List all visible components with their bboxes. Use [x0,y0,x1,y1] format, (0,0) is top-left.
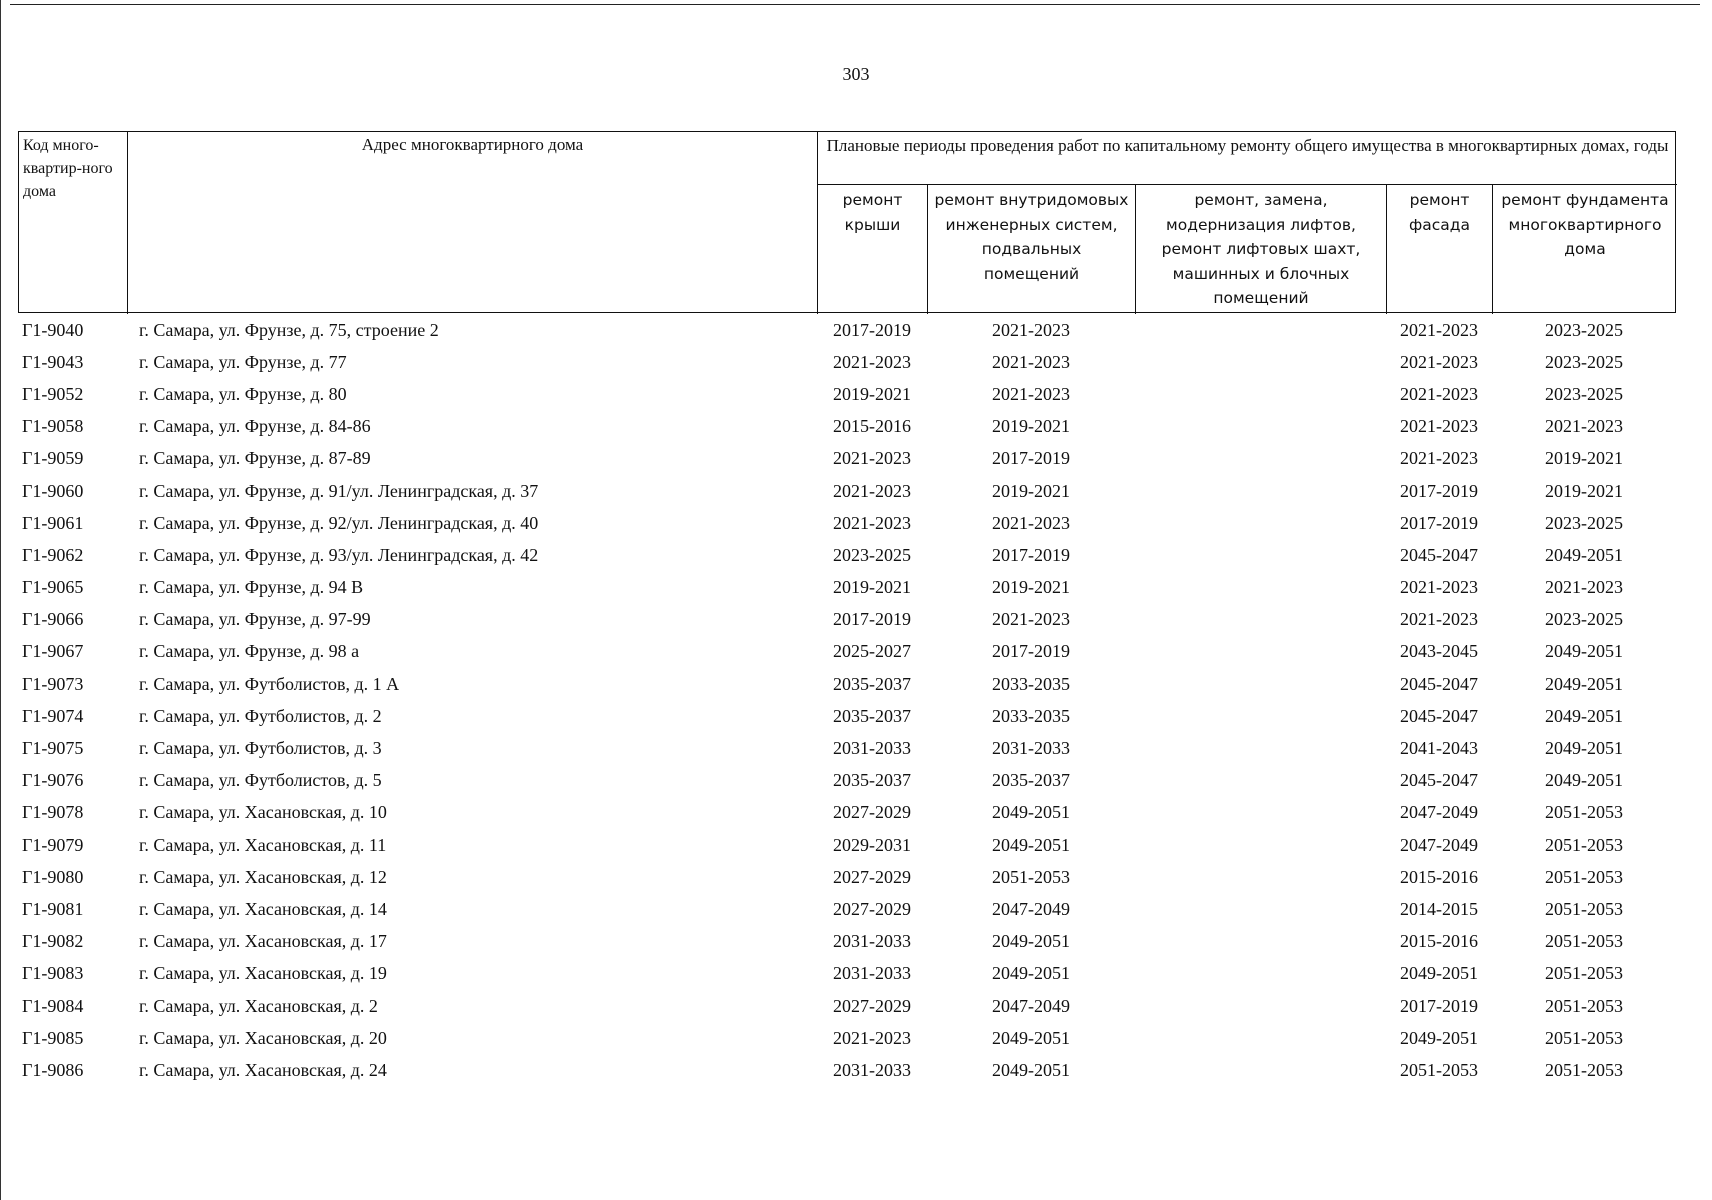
cell-engineering: 2017-2019 [992,448,1070,469]
cell-code: Г1-9086 [22,1059,84,1080]
cell-address: г. Самара, ул. Футболистов, д. 1 А [139,673,400,694]
cell-address: г. Самара, ул. Хасановская, д. 11 [139,834,387,855]
cell-foundation: 2049-2051 [1545,738,1623,759]
cell-facade: 2014-2015 [1400,898,1478,919]
cell-roof: 2035-2037 [833,705,911,726]
cell-foundation: 2049-2051 [1545,673,1623,694]
cell-roof: 2035-2037 [833,673,911,694]
table-row [18,765,1676,797]
cell-engineering: 2035-2037 [992,770,1070,791]
cell-engineering: 2049-2051 [992,963,1070,984]
cell-address: г. Самара, ул. Фрунзе, д. 93/ул. Ленинградская, д. 42 [139,544,539,565]
table-row [18,1054,1676,1086]
table-row [18,411,1676,443]
cell-address: г. Самара, ул. Хасановская, д. 12 [139,866,387,887]
cell-facade: 2043-2045 [1400,641,1478,662]
table-row [18,861,1676,893]
cell-foundation: 2051-2053 [1545,931,1623,952]
cell-roof: 2031-2033 [833,1059,911,1080]
cell-engineering: 2047-2049 [992,995,1070,1016]
cell-code: Г1-9081 [22,898,84,919]
cell-address: г. Самара, ул. Футболистов, д. 5 [139,770,382,791]
cell-roof: 2027-2029 [833,898,911,919]
cell-facade: 2051-2053 [1400,1059,1478,1080]
cell-engineering: 2017-2019 [992,544,1070,565]
cell-foundation: 2049-2051 [1545,705,1623,726]
cell-roof: 2019-2021 [833,577,911,598]
cell-roof: 2019-2021 [833,383,911,404]
table-row [18,572,1676,604]
cell-roof: 2029-2031 [833,834,911,855]
cell-code: Г1-9076 [22,770,84,791]
cell-facade: 2021-2023 [1400,416,1478,437]
table-row [18,378,1676,410]
cell-engineering: 2049-2051 [992,802,1070,823]
cell-foundation: 2051-2053 [1545,995,1623,1016]
table-row [18,539,1676,571]
cell-engineering: 2049-2051 [992,834,1070,855]
cell-facade: 2017-2019 [1400,512,1478,533]
cell-engineering: 2021-2023 [992,351,1070,372]
cell-foundation: 2023-2025 [1545,609,1623,630]
header-address: Адрес многоквартирного дома [128,132,818,314]
cell-foundation: 2051-2053 [1545,898,1623,919]
cell-foundation: 2051-2053 [1545,866,1623,887]
table-row [18,700,1676,732]
cell-facade: 2045-2047 [1400,770,1478,791]
cell-engineering: 2021-2023 [992,383,1070,404]
cell-facade: 2021-2023 [1400,351,1478,372]
cell-facade: 2021-2023 [1400,609,1478,630]
table-row [18,732,1676,764]
cell-code: Г1-9040 [22,319,84,340]
table-row [18,604,1676,636]
cell-engineering: 2021-2023 [992,319,1070,340]
header-roof: ремонт крыши [818,185,928,314]
cell-engineering: 2017-2019 [992,641,1070,662]
cell-engineering: 2049-2051 [992,1027,1070,1048]
cell-facade: 2021-2023 [1400,383,1478,404]
cell-roof: 2021-2023 [833,512,911,533]
cell-code: Г1-9079 [22,834,84,855]
cell-address: г. Самара, ул. Фрунзе, д. 80 [139,383,347,404]
table-row [18,636,1676,668]
cell-code: Г1-9084 [22,995,84,1016]
cell-code: Г1-9065 [22,577,84,598]
cell-foundation: 2051-2053 [1545,834,1623,855]
cell-engineering: 2051-2053 [992,866,1070,887]
cell-facade: 2045-2047 [1400,705,1478,726]
header-foundation: ремонт фундамента многоквартирного дома [1501,191,1669,258]
cell-roof: 2025-2027 [833,641,911,662]
cell-address: г. Самара, ул. Фрунзе, д. 97-99 [139,609,371,630]
cell-foundation: 2021-2023 [1545,416,1623,437]
cell-code: Г1-9060 [22,480,84,501]
cell-address: г. Самара, ул. Хасановская, д. 17 [139,931,387,952]
cell-roof: 2023-2025 [833,544,911,565]
table-row [18,893,1676,925]
cell-code: Г1-9074 [22,705,84,726]
cell-roof: 2031-2033 [833,963,911,984]
cell-foundation: 2019-2021 [1545,480,1623,501]
cell-code: Г1-9075 [22,738,84,759]
cell-address: г. Самара, ул. Фрунзе, д. 94 В [139,577,364,598]
cell-foundation: 2021-2023 [1545,577,1623,598]
cell-address: г. Самара, ул. Хасановская, д. 20 [139,1027,387,1048]
cell-address: г. Самара, ул. Футболистов, д. 3 [139,738,382,759]
cell-foundation: 2019-2021 [1545,448,1623,469]
cell-engineering: 2049-2051 [992,1059,1070,1080]
header-code: Код много-квартир-ного дома [19,132,128,314]
cell-roof: 2017-2019 [833,609,911,630]
cell-engineering: 2019-2021 [992,577,1070,598]
cell-foundation: 2023-2025 [1545,383,1623,404]
cell-roof: 2027-2029 [833,802,911,823]
cell-foundation: 2051-2053 [1545,963,1623,984]
cell-roof: 2027-2029 [833,866,911,887]
cell-roof: 2021-2023 [833,448,911,469]
cell-facade: 2045-2047 [1400,673,1478,694]
cell-roof: 2021-2023 [833,351,911,372]
cell-address: г. Самара, ул. Фрунзе, д. 92/ул. Ленинградская, д. 40 [139,512,539,533]
cell-foundation: 2049-2051 [1545,770,1623,791]
cell-facade: 2021-2023 [1400,448,1478,469]
table-row [18,314,1676,346]
cell-facade: 2049-2051 [1400,1027,1478,1048]
cell-facade: 2045-2047 [1400,544,1478,565]
cell-facade: 2047-2049 [1400,834,1478,855]
cell-roof: 2021-2023 [833,1027,911,1048]
table-row [18,346,1676,378]
header-lifts: ремонт, замена, модернизация лифтов, ремонт лифтовых шахт, машинных и блочных помещений [1136,185,1387,314]
cell-engineering: 2031-2033 [992,738,1070,759]
table-row [18,829,1676,861]
cell-foundation: 2051-2053 [1545,802,1623,823]
cell-code: Г1-9061 [22,512,84,533]
cell-code: Г1-9067 [22,641,84,662]
cell-engineering: 2019-2021 [992,416,1070,437]
cell-facade: 2021-2023 [1400,577,1478,598]
page-number: 303 [842,64,870,84]
cell-facade: 2015-2016 [1400,931,1478,952]
cell-code: Г1-9080 [22,866,84,887]
cell-address: г. Самара, ул. Фрунзе, д. 77 [139,351,347,372]
cell-foundation: 2023-2025 [1545,512,1623,533]
cell-roof: 2031-2033 [833,931,911,952]
cell-code: Г1-9073 [22,673,84,694]
cell-foundation: 2049-2051 [1545,641,1623,662]
table-row [18,958,1676,990]
cell-engineering: 2049-2051 [992,931,1070,952]
cell-engineering: 2033-2035 [992,673,1070,694]
cell-code: Г1-9085 [22,1027,84,1048]
cell-address: г. Самара, ул. Хасановская, д. 19 [139,963,387,984]
cell-address: г. Самара, ул. Футболистов, д. 2 [139,705,382,726]
cell-engineering: 2019-2021 [992,480,1070,501]
cell-facade: 2015-2016 [1400,866,1478,887]
cell-address: г. Самара, ул. Хасановская, д. 10 [139,802,387,823]
table-row [18,668,1676,700]
cell-engineering: 2033-2035 [992,705,1070,726]
table-row [18,1022,1676,1054]
table-row [18,926,1676,958]
page-top-rule [10,4,1700,5]
cell-facade: 2047-2049 [1400,802,1478,823]
cell-roof: 2021-2023 [833,480,911,501]
table-row [18,475,1676,507]
cell-facade: 2041-2043 [1400,738,1478,759]
cell-facade: 2017-2019 [1400,995,1478,1016]
cell-foundation: 2049-2051 [1545,544,1623,565]
cell-facade: 2021-2023 [1400,319,1478,340]
cell-roof: 2031-2033 [833,738,911,759]
cell-foundation: 2023-2025 [1545,319,1623,340]
table-row [18,797,1676,829]
cell-address: г. Самара, ул. Фрунзе, д. 87-89 [139,448,371,469]
cell-address: г. Самара, ул. Фрунзе, д. 98 а [139,641,360,662]
table-body [18,314,1676,1087]
cell-code: Г1-9083 [22,963,84,984]
cell-roof: 2035-2037 [833,770,911,791]
cell-address: г. Самара, ул. Фрунзе, д. 84-86 [139,416,371,437]
cell-code: Г1-9082 [22,931,84,952]
cell-roof: 2015-2016 [833,416,911,437]
cell-code: Г1-9058 [22,416,84,437]
cell-address: г. Самара, ул. Хасановская, д. 14 [139,898,387,919]
cell-facade: 2017-2019 [1400,480,1478,501]
header-engineering: ремонт внутридомовых инженерных систем, подвальных помещений [928,185,1136,314]
cell-code: Г1-9062 [22,544,84,565]
page-left-rule [0,0,1,1200]
header-facade: ремонт фасада [1387,185,1493,314]
header-planned-periods: Плановые периоды проведения работ по капитальному ремонту общего имущества в многоквартирных домах, годы [818,132,1677,185]
cell-engineering: 2021-2023 [992,512,1070,533]
cell-code: Г1-9066 [22,609,84,630]
cell-address: г. Самара, ул. Фрунзе, д. 75, строение 2 [139,319,439,340]
cell-address: г. Самара, ул. Хасановская, д. 24 [139,1059,387,1080]
cell-foundation: 2023-2025 [1545,351,1623,372]
table-row [18,507,1676,539]
table-header [18,131,1676,313]
cell-address: г. Самара, ул. Хасановская, д. 2 [139,995,378,1016]
cell-address: г. Самара, ул. Фрунзе, д. 91/ул. Ленинградская, д. 37 [139,480,539,501]
cell-code: Г1-9052 [22,383,84,404]
cell-code: Г1-9059 [22,448,84,469]
cell-roof: 2027-2029 [833,995,911,1016]
cell-code: Г1-9043 [22,351,84,372]
cell-foundation: 2051-2053 [1545,1059,1623,1080]
cell-engineering: 2047-2049 [992,898,1070,919]
cell-foundation: 2051-2053 [1545,1027,1623,1048]
cell-engineering: 2021-2023 [992,609,1070,630]
table-row [18,990,1676,1022]
table-row [18,443,1676,475]
cell-facade: 2049-2051 [1400,963,1478,984]
cell-roof: 2017-2019 [833,319,911,340]
cell-code: Г1-9078 [22,802,84,823]
